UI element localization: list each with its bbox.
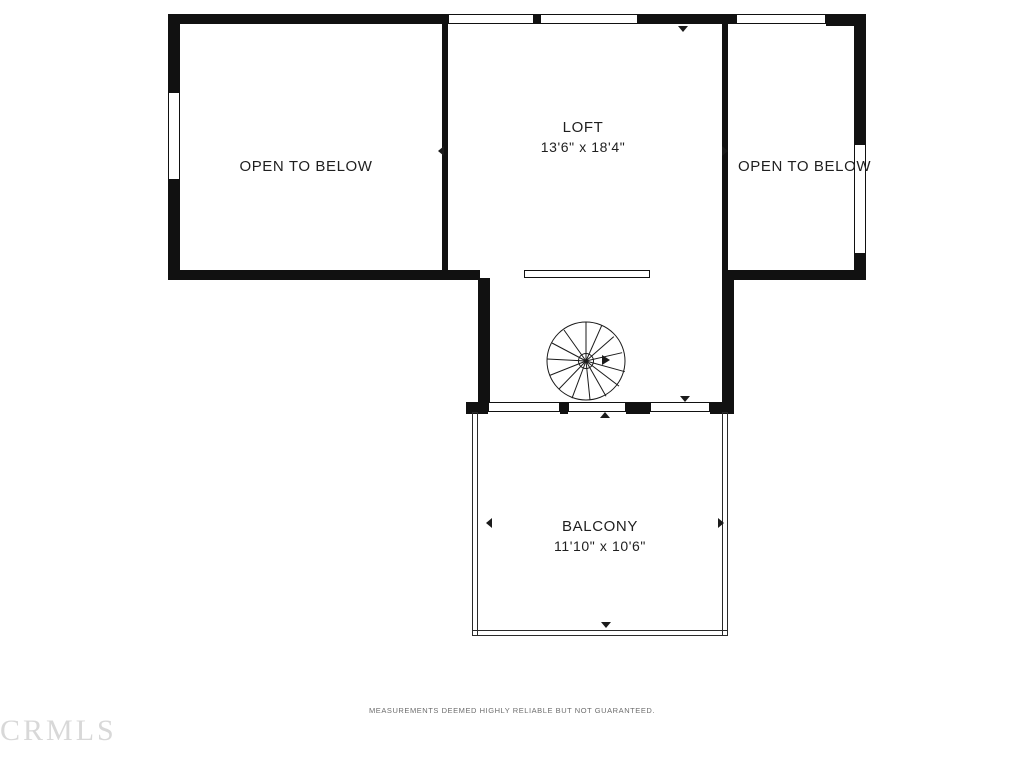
wall-left-upper-a [168,14,180,92]
window-top-right-room [736,14,826,24]
arrow-down-loft-top [678,26,688,32]
balcony-rail-bottom [472,630,728,636]
room-label-open-to-below-left [156,157,456,177]
arrow-down-balcony-bottom [601,622,611,628]
wall-left-upper-b [168,180,180,280]
room-name: OPEN TO BELOW [239,158,373,175]
window-top-loft-center [540,14,638,24]
window-top-loft-left [448,14,534,24]
room-name: LOFT [562,119,604,136]
spiral-staircase-icon [540,315,632,407]
wall-stair-right [722,278,734,410]
room-label-loft [435,118,731,157]
room-label-balcony [472,517,728,556]
arrow-up-balcony-door [600,412,610,418]
room-dims: 11'10" x 10'6" [554,538,646,555]
wall-bottom-right [724,270,866,280]
room-name: BALCONY [562,518,638,535]
railing-loft-bottom [524,270,650,278]
watermark-logo: CRMLS [0,714,117,747]
wall-stair-left [478,278,490,410]
room-dims: 13'6" x 18'4" [540,139,626,156]
wall-bottom-left [168,270,480,280]
room-name: OPEN TO BELOW [738,158,872,175]
arrow-down-stair-hall [680,396,690,402]
wall-right-upper-a [854,14,866,144]
balcony-opening-right [650,402,710,412]
wall-top-left [168,14,448,24]
room-label-open-to-below-right [716,157,892,177]
measurements-disclaimer: MEASUREMENTS DEEMED HIGHLY RELIABLE BUT NOT GUARANTEED. [369,706,655,715]
